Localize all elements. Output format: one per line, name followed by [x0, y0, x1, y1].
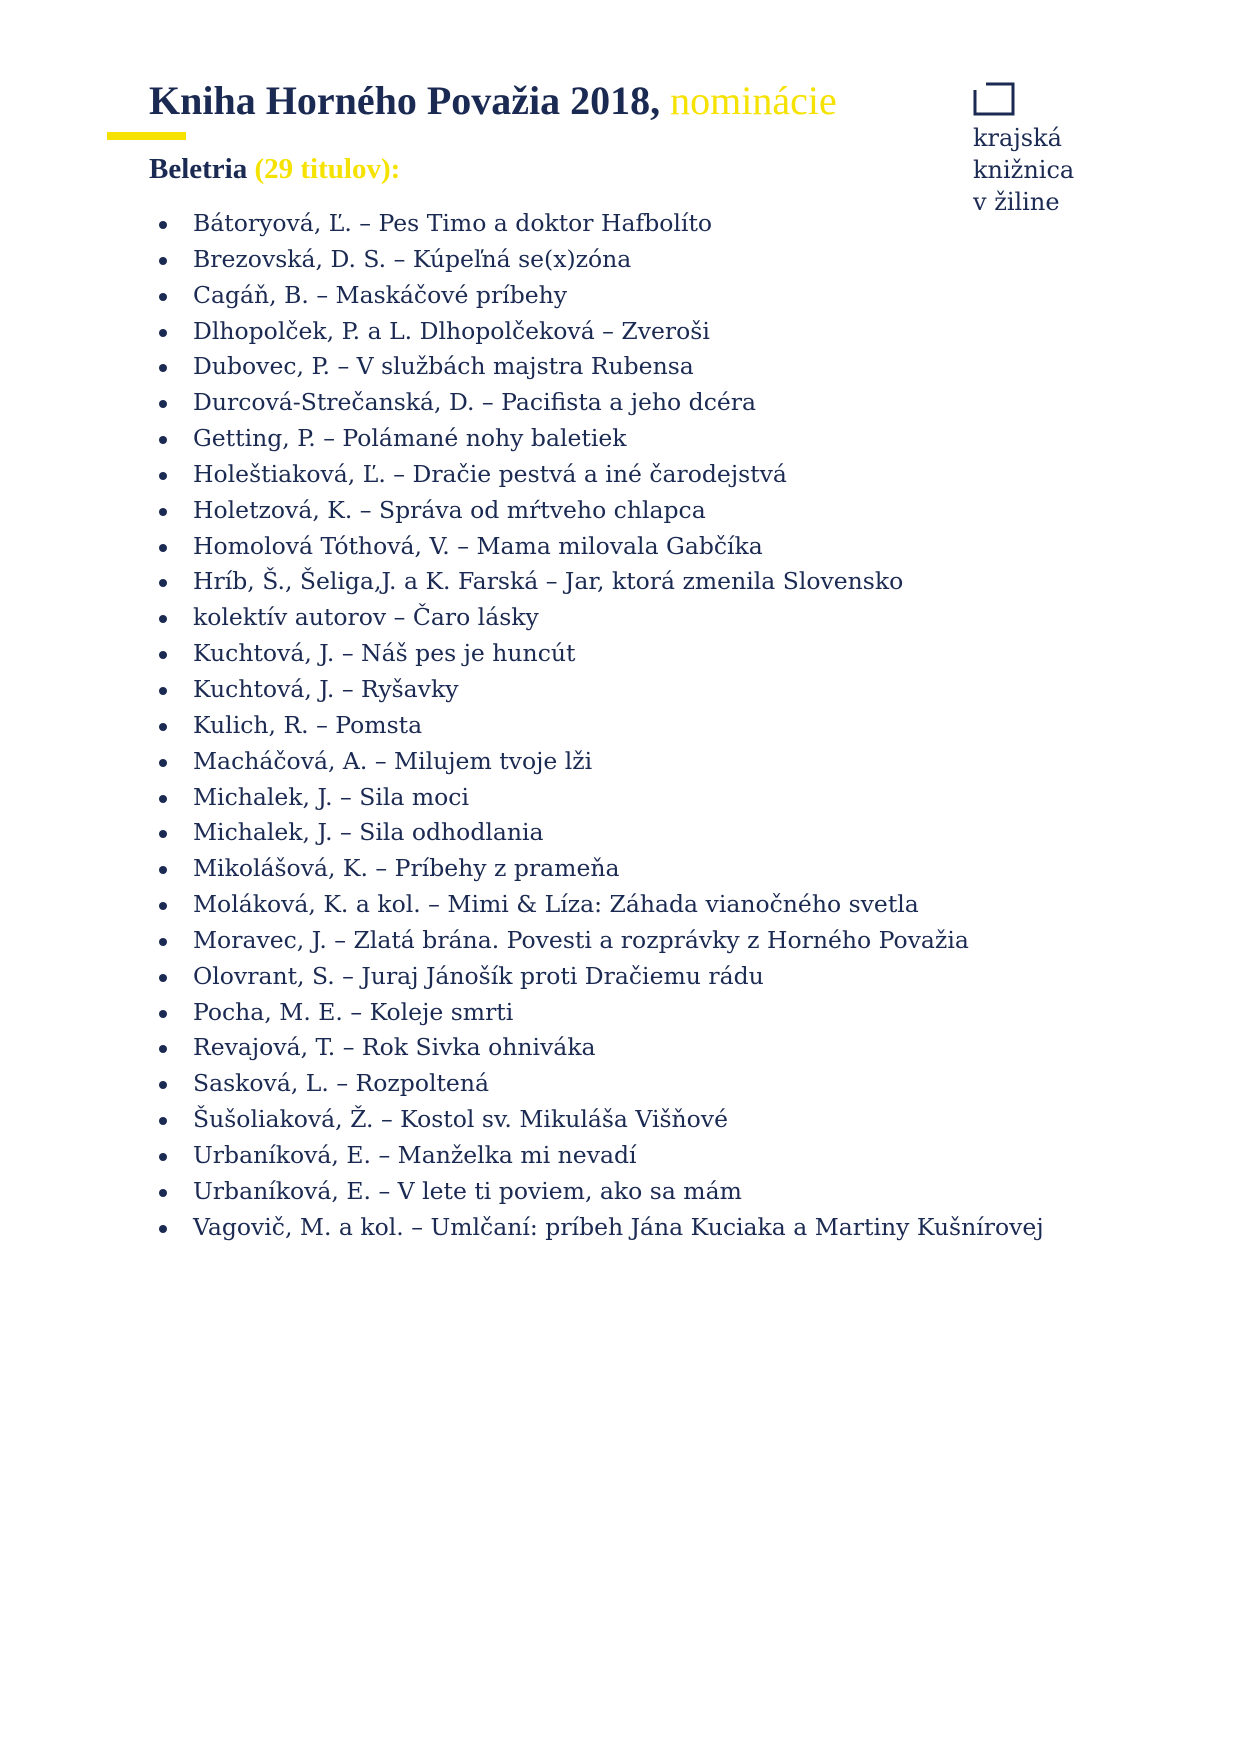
list-item: Kuchtová, J. – Náš pes je huncút — [149, 636, 1149, 672]
list-item: Vagovič, M. a kol. – Umlčaní: príbeh Jána Kuciaka a Martiny Kušnírovej — [149, 1210, 1149, 1246]
list-item: Michalek, J. – Sila odhodlania — [149, 815, 1149, 851]
section-label: Beletria — [149, 153, 248, 185]
list-item: Revajová, T. – Rok Sivka ohniváka — [149, 1030, 1149, 1066]
page-title-main: Kniha Horného Považia 2018, — [149, 78, 661, 123]
list-item: Bátoryová, Ľ. – Pes Timo a doktor Hafbolíto — [149, 206, 1149, 242]
list-item: Urbaníková, E. – V lete ti poviem, ako sa mám — [149, 1174, 1149, 1210]
library-logo — [973, 82, 1133, 218]
list-item: Hríb, Š., Šeliga,J. a K. Farská – Jar, ktorá zmenila Slovensko — [149, 564, 1149, 600]
section-count: (29 titulov): — [254, 153, 401, 185]
list-item: Cagáň, B. – Maskáčové príbehy — [149, 278, 1149, 314]
list-item: Durcová-Strečanská, D. – Pacifista a jeho dcéra — [149, 385, 1149, 421]
page-title — [149, 76, 837, 126]
list-item: Šušoliaková, Ž. – Kostol sv. Mikuláša Višňové — [149, 1102, 1149, 1138]
list-item: Macháčová, A. – Milujem tvoje lži — [149, 744, 1149, 780]
list-item: Moláková, K. a kol. – Mimi & Líza: Záhada vianočného svetla — [149, 887, 1149, 923]
logo-line: krajská — [973, 124, 1062, 152]
list-item: Mikolášová, K. – Príbehy z prameňa — [149, 851, 1149, 887]
list-item: Michalek, J. – Sila moci — [149, 780, 1149, 816]
logo-line: v žiline — [973, 188, 1060, 216]
list-item: Getting, P. – Polámané nohy baletiek — [149, 421, 1149, 457]
list-item: Brezovská, D. S. – Kúpeľná se(x)zóna — [149, 242, 1149, 278]
list-item: Homolová Tóthová, V. – Mama milovala Gabčíka — [149, 529, 1149, 565]
book-list — [149, 206, 1149, 1245]
list-item: Sasková, L. – Rozpoltená — [149, 1066, 1149, 1102]
list-item: Dlhopolček, P. a L. Dlhopolčeková – Zveroši — [149, 314, 1149, 350]
list-item: kolektív autorov – Čaro lásky — [149, 600, 1149, 636]
logo-line: knižnica — [973, 156, 1075, 184]
list-item: Pocha, M. E. – Koleje smrti — [149, 995, 1149, 1031]
list-item: Kuchtová, J. – Ryšavky — [149, 672, 1149, 708]
list-item: Urbaníková, E. – Manželka mi nevadí — [149, 1138, 1149, 1174]
accent-bar — [107, 132, 186, 140]
list-item: Kulich, R. – Pomsta — [149, 708, 1149, 744]
list-item: Olovrant, S. – Juraj Jánošík proti Dračiemu rádu — [149, 959, 1149, 995]
list-item: Holeštiaková, Ľ. – Dračie pestvá a iné čarodejstvá — [149, 457, 1149, 493]
logo-text — [973, 122, 1133, 218]
page-title-accent: nominácie — [670, 78, 837, 123]
list-item: Holetzová, K. – Správa od mŕtveho chlapca — [149, 493, 1149, 529]
section-heading — [149, 150, 400, 188]
open-frame-icon — [973, 82, 1015, 116]
list-item: Dubovec, P. – V službách majstra Rubensa — [149, 349, 1149, 385]
list-item: Moravec, J. – Zlatá brána. Povesti a rozprávky z Horného Považia — [149, 923, 1149, 959]
